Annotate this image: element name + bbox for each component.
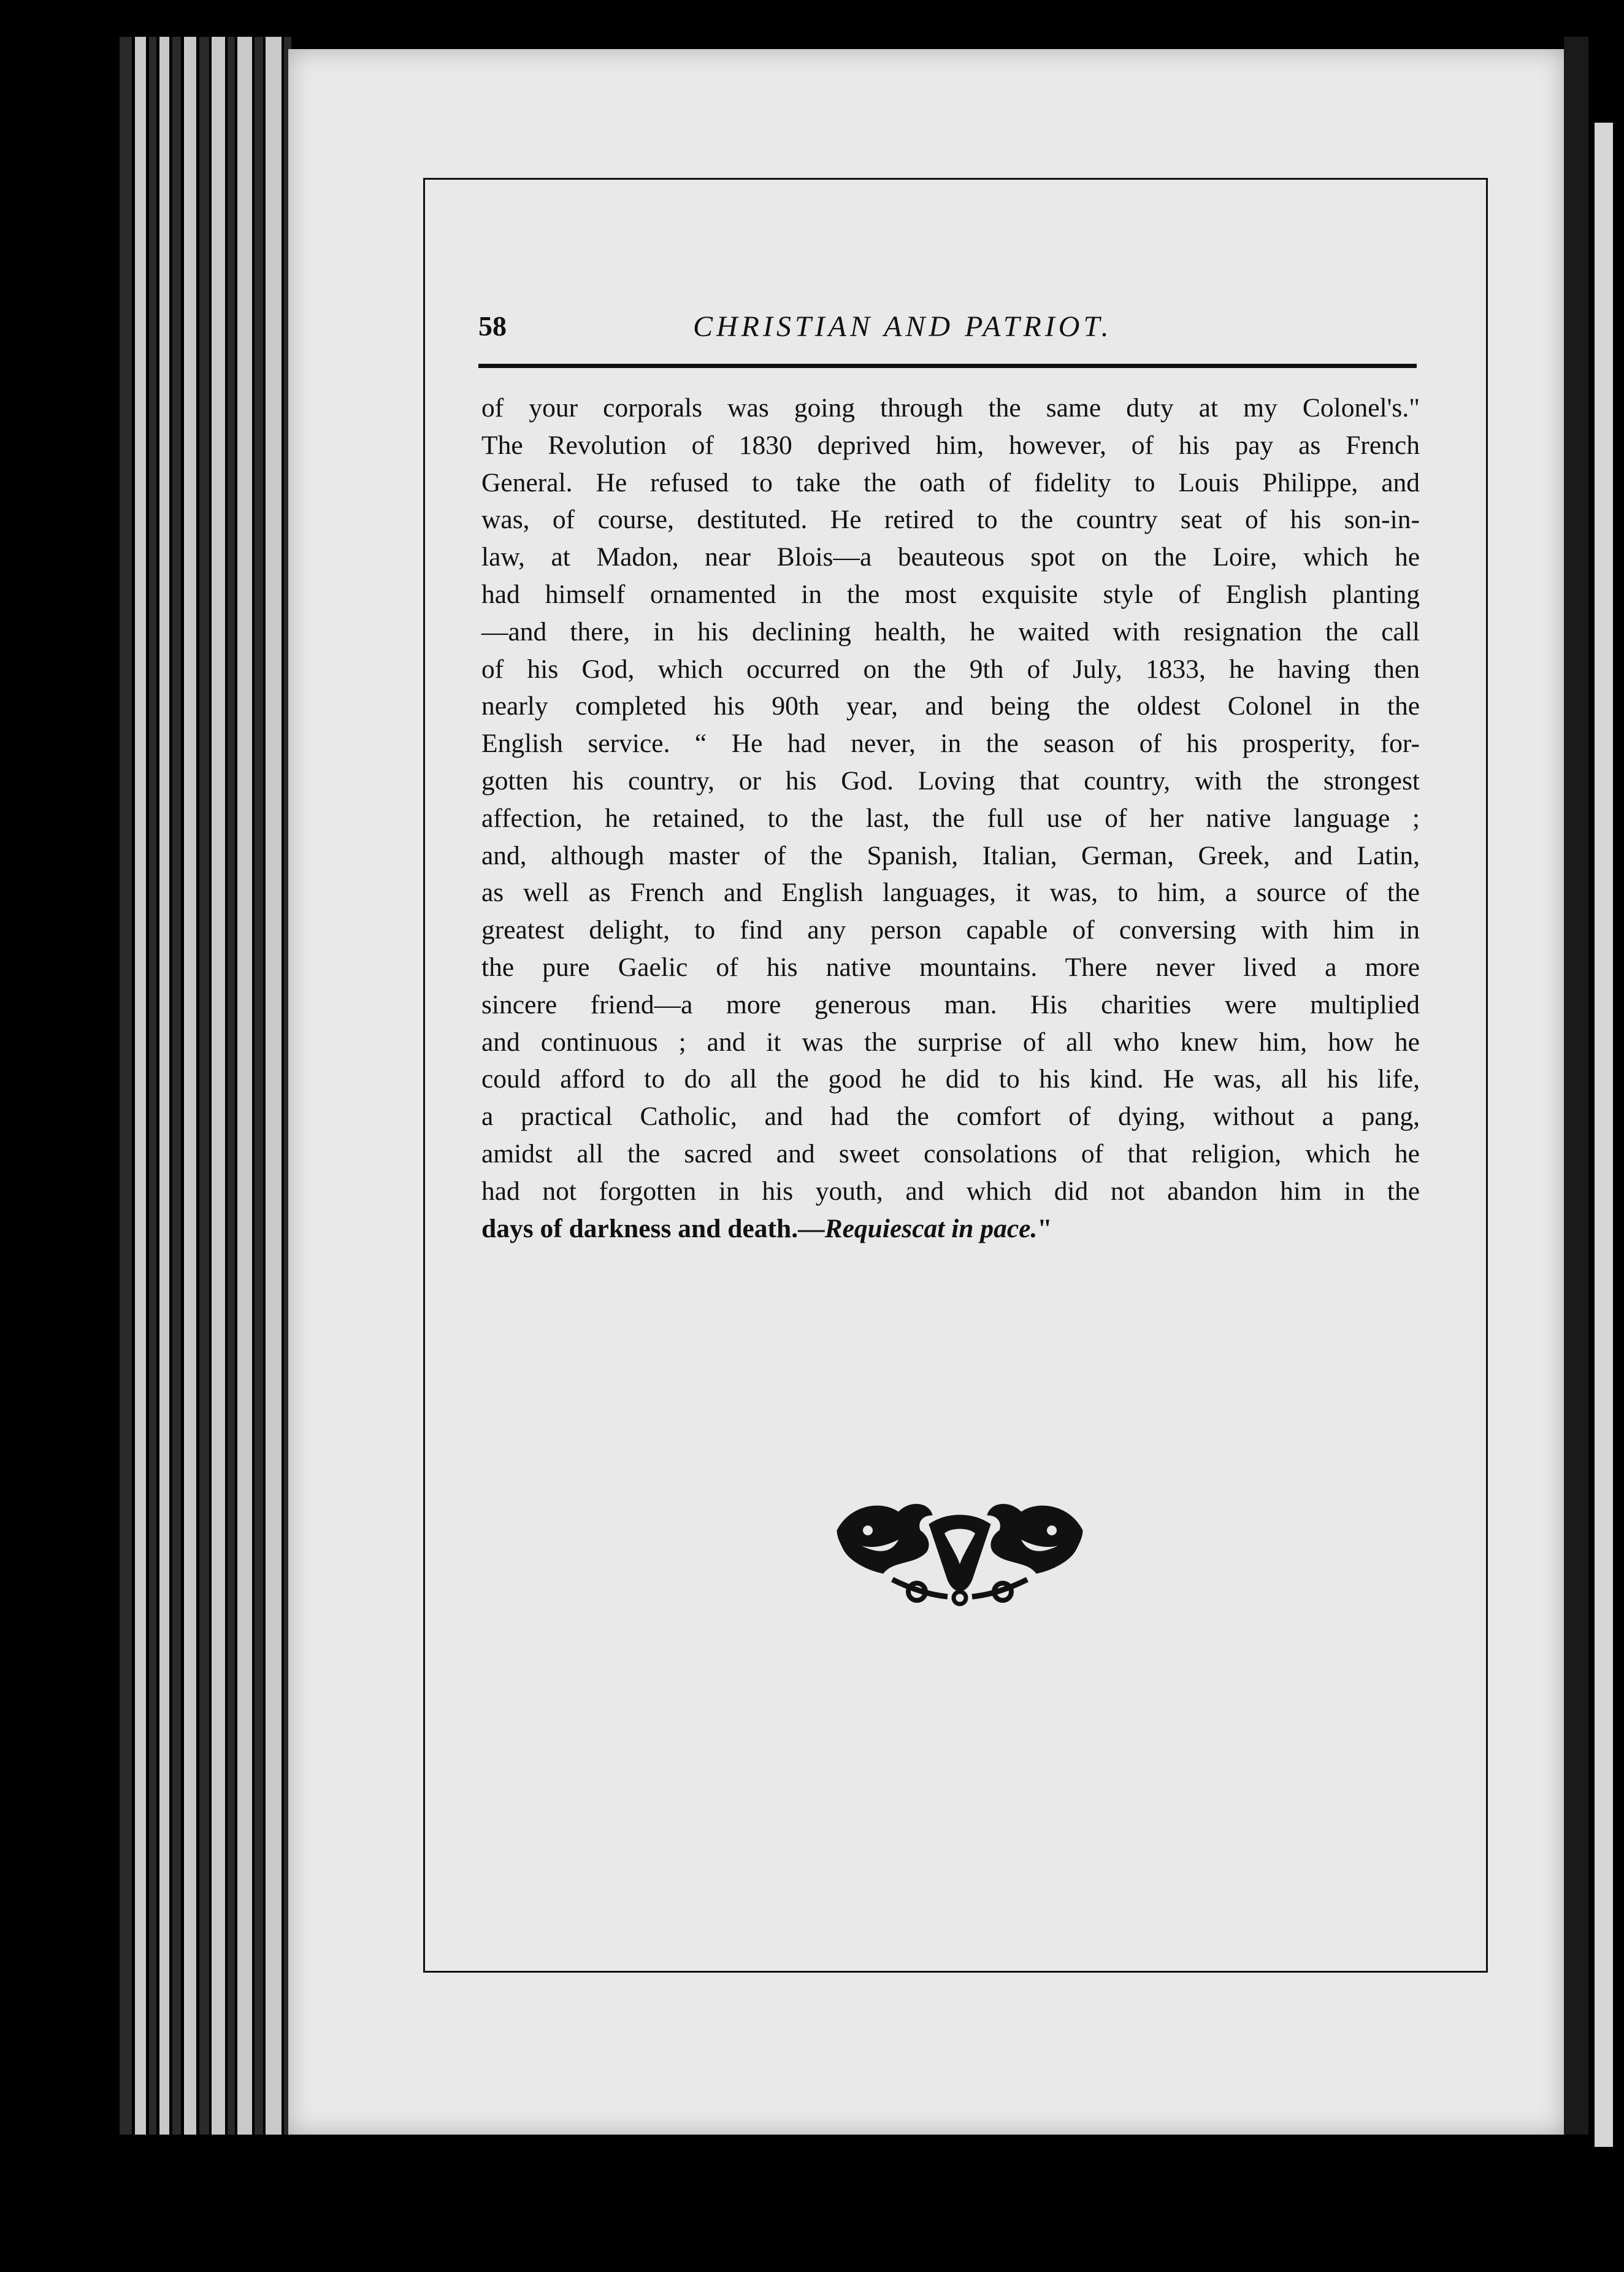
text-line: General. He refused to take the oath of fidelity to Louis Philippe, and — [481, 467, 1420, 497]
text-line: of his God, which occurred on the 9th of July, 1833, he having then — [481, 654, 1420, 684]
text-line: as well as French and English languages, it was, to him, a source of the — [481, 878, 1420, 908]
header-rule — [478, 364, 1417, 368]
closing-quote: " — [1037, 1213, 1052, 1243]
facing-page-edge — [1595, 123, 1613, 2147]
text-line-final — [481, 1210, 1420, 1248]
text-line: was, of course, destituted. He retired to the country seat of his son-in- — [481, 505, 1420, 535]
text-line: English service. “ He had never, in the season of his prosperity, for- — [481, 729, 1420, 759]
text-line: had not forgotten in his youth, and which did not abandon him in the — [481, 1176, 1420, 1206]
text-line: The Revolution of 1830 deprived him, however, of his pay as French — [481, 430, 1420, 460]
text-line: and, although master of the Spanish, Italian, German, Greek, and Latin, — [481, 840, 1420, 870]
running-head: CHRISTIAN AND PATRIOT. — [693, 310, 1113, 343]
text-line: —and there, in his declining health, he waited with resignation the call — [481, 616, 1420, 647]
text-line: could afford to do all the good he did to his kind. He was, all his life, — [481, 1064, 1420, 1094]
text-line: law, at Madon, near Blois—a beauteous spot on the Loire, which he — [481, 542, 1420, 572]
page-number: 58 — [478, 310, 507, 342]
book-gutter — [1564, 37, 1588, 2135]
text-line: the pure Gaelic of his native mountains. There never lived a more — [481, 952, 1420, 982]
book-page-edges — [120, 37, 304, 2135]
text-line: affection, he retained, to the last, the full use of her native language ; — [481, 803, 1420, 833]
text-line: of your corporals was going through the same duty at my Colonel's." — [481, 393, 1420, 423]
text-line: amidst all the sacred and sweet consolations of that religion, which he — [481, 1138, 1420, 1169]
text-line: gotten his country, or his God. Loving that country, with the strongest — [481, 766, 1420, 796]
text-line: had himself ornamented in the most exquisite style of English planting — [481, 579, 1420, 609]
body-text — [481, 390, 1420, 1247]
text-line: nearly completed his 90th year, and being the oldest Colonel in the — [481, 691, 1420, 721]
text-line: a practical Catholic, and had the comfort of dying, without a pang, — [481, 1102, 1420, 1132]
text-line: greatest delight, to find any person capable of conversing with him in — [481, 915, 1420, 945]
text-line: sincere friend—a more generous man. His charities were multiplied — [481, 989, 1420, 1019]
scroll-vignette-icon — [825, 1487, 1095, 1607]
final-line-text: days of darkness and death.— — [481, 1213, 825, 1243]
requiescat-italic: Requiescat in pace. — [824, 1213, 1038, 1243]
page-header — [478, 310, 1417, 353]
text-line: and continuous ; and it was the surprise of all who knew him, how he — [481, 1027, 1420, 1057]
